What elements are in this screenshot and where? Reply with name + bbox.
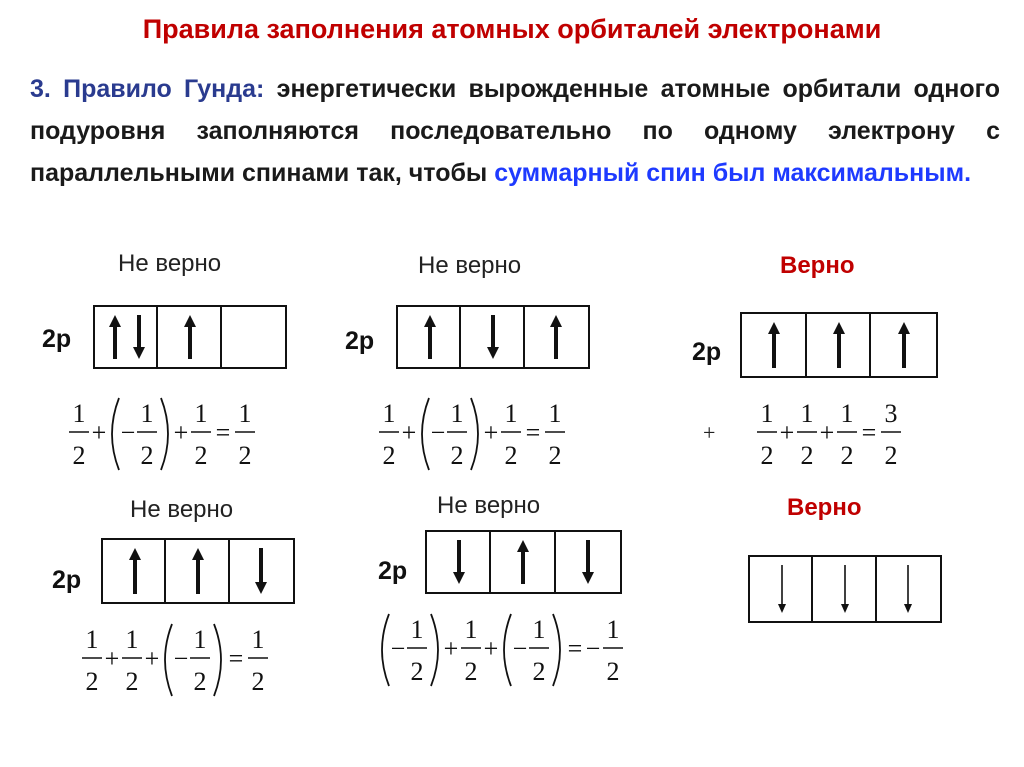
orbital-cell-3 [230,540,293,602]
term-3-numerator: 1 [532,615,546,644]
orbital-cell-1 [427,532,491,592]
orbital-cell-3 [222,307,285,367]
orbital-cell-2 [491,532,555,592]
result-denominator: 2 [884,441,898,470]
equals-operator: = [861,418,877,447]
plus-operator: + [104,644,120,673]
term-1-numerator: 1 [72,399,86,428]
diagram-3-spin-sum [753,396,1013,476]
spin-up-arrow-icon [515,532,531,592]
term-3-numerator: 1 [840,399,854,428]
result-denominator: 2 [606,657,620,686]
term-2-numerator: 1 [140,399,154,428]
diagram-2-caption: Не верно [418,252,522,279]
spin-down-arrow-icon [774,557,790,621]
diagram-1-orbitals [93,305,287,369]
term-3-numerator: 1 [193,625,207,654]
term-1-numerator: 1 [760,399,774,428]
result-numerator: 1 [251,625,265,654]
spin-up-arrow-icon [896,314,912,376]
plus-operator: + [483,634,499,663]
diagram-4-orbitals [101,538,295,604]
result-denominator: 2 [548,441,562,470]
plus-operator: + [401,418,417,447]
orbital-cell-2 [813,557,876,621]
term-2-denominator: 2 [125,667,139,696]
spin-down-arrow-icon [451,532,467,592]
term-2-minus: − [430,418,446,447]
open-paren [422,398,429,470]
diagram-4-spin-sum [78,622,338,702]
term-1-numerator: 1 [85,625,99,654]
plus-operator: + [483,418,499,447]
result-numerator: 1 [606,615,620,644]
term-3-numerator: 1 [194,399,208,428]
diagram-1-label: 2p [42,325,72,353]
diagram-5-orbitals [425,530,622,594]
plus-operator: + [819,418,835,447]
spin-up-arrow-icon [182,307,198,367]
hund-rule-paragraph [30,68,1000,194]
orbital-cell-2 [461,307,524,367]
term-3-denominator: 2 [504,441,518,470]
spin-up-arrow-icon [766,314,782,376]
orbital-cell-1 [103,540,166,602]
diagram-6-orbitals [748,555,942,623]
rule-heading: 3. Правило Гунда: [30,75,265,103]
spin-down-arrow-icon [485,307,501,367]
term-1-minus: − [390,634,406,663]
plus-operator: + [443,634,459,663]
plus-operator: + [779,418,795,447]
orbital-cell-3 [525,307,588,367]
close-paren [553,614,560,686]
plus-sign: + [703,420,716,445]
term-3-numerator: 1 [504,399,518,428]
result-minus: − [585,634,601,663]
orbital-cell-3 [877,557,940,621]
spin-up-arrow-icon [831,314,847,376]
diagram-1-spin-sum [65,396,325,476]
term-3-denominator: 2 [193,667,207,696]
spin-up-arrow-icon [422,307,438,367]
plus-operator: + [91,418,107,447]
term-3-denominator: 2 [840,441,854,470]
orbital-cell-2 [158,307,221,367]
term-2-denominator: 2 [464,657,478,686]
spin-down-arrow-icon [900,557,916,621]
term-1-denominator: 2 [410,657,424,686]
plus-operator: + [173,418,189,447]
term-1-numerator: 1 [382,399,396,428]
diagram-5-caption: Не верно [437,492,541,519]
diagram-3-label: 2p [692,338,722,366]
orbital-cell-2 [166,540,229,602]
orbital-cell-1 [750,557,813,621]
term-2-denominator: 2 [140,441,154,470]
diagram-4-caption: Не верно [130,496,234,523]
term-3-denominator: 2 [532,657,546,686]
close-paren [471,398,478,470]
term-1-denominator: 2 [72,441,86,470]
close-paren [431,614,438,686]
diagram-3-orbitals [740,312,938,378]
equals-operator: = [228,644,244,673]
orbital-cell-1 [742,314,807,376]
term-2-numerator: 1 [464,615,478,644]
result-denominator: 2 [251,667,265,696]
diagram-1-caption: Не верно [118,250,222,277]
diagram-2-label: 2p [345,327,375,355]
diagram-3-caption: Верно [780,252,855,279]
close-paren [161,398,168,470]
equals-operator: = [215,418,231,447]
close-paren [214,624,221,696]
spin-down-arrow-icon [837,557,853,621]
term-2-numerator: 1 [800,399,814,428]
orbital-cell-2 [807,314,872,376]
rule-text: энергетически вырожденные атомные орбитали одного подуровня заполняются последовательно по одному электрону с параллельными спинами так, чтобы [30,75,1000,187]
result-denominator: 2 [238,441,252,470]
open-paren [165,624,172,696]
rule-highlight: суммарный спин был максимальным. [494,159,972,187]
result-numerator: 3 [884,399,898,428]
spin-up-arrow-icon [548,307,564,367]
open-paren [382,614,389,686]
orbital-cell-1 [95,307,158,367]
spin-down-arrow-icon [580,532,596,592]
term-1-denominator: 2 [760,441,774,470]
diagram-4-label: 2p [52,566,82,594]
diagram-2-orbitals [396,305,590,369]
plus-operator: + [144,644,160,673]
term-2-numerator: 1 [450,399,464,428]
term-2-denominator: 2 [800,441,814,470]
equals-operator: = [525,418,541,447]
orbital-cell-3 [871,314,936,376]
term-3-minus: − [173,644,189,673]
term-3-denominator: 2 [194,441,208,470]
diagram-5-spin-sum [375,612,695,692]
open-paren [112,398,119,470]
term-3-minus: − [512,634,528,663]
diagram-5-label: 2p [378,557,408,585]
term-1-denominator: 2 [85,667,99,696]
diagram-6-caption: Верно [787,494,862,521]
diagram-2-spin-sum [375,396,635,476]
spin-down-arrow-icon [253,540,269,602]
open-paren [504,614,511,686]
term-2-numerator: 1 [125,625,139,654]
term-1-numerator: 1 [410,615,424,644]
orbital-cell-3 [556,532,620,592]
term-1-denominator: 2 [382,441,396,470]
result-numerator: 1 [548,399,562,428]
slide-title: Правила заполнения атомных орбиталей электронами [142,14,882,44]
spin-up-arrow-icon [127,540,143,602]
result-numerator: 1 [238,399,252,428]
orbital-cell-1 [398,307,461,367]
term-2-denominator: 2 [450,441,464,470]
term-2-minus: − [120,418,136,447]
spin-up-arrow-icon [107,307,123,367]
spin-up-arrow-icon [190,540,206,602]
spin-down-arrow-icon [131,307,147,367]
equals-operator: = [567,634,583,663]
